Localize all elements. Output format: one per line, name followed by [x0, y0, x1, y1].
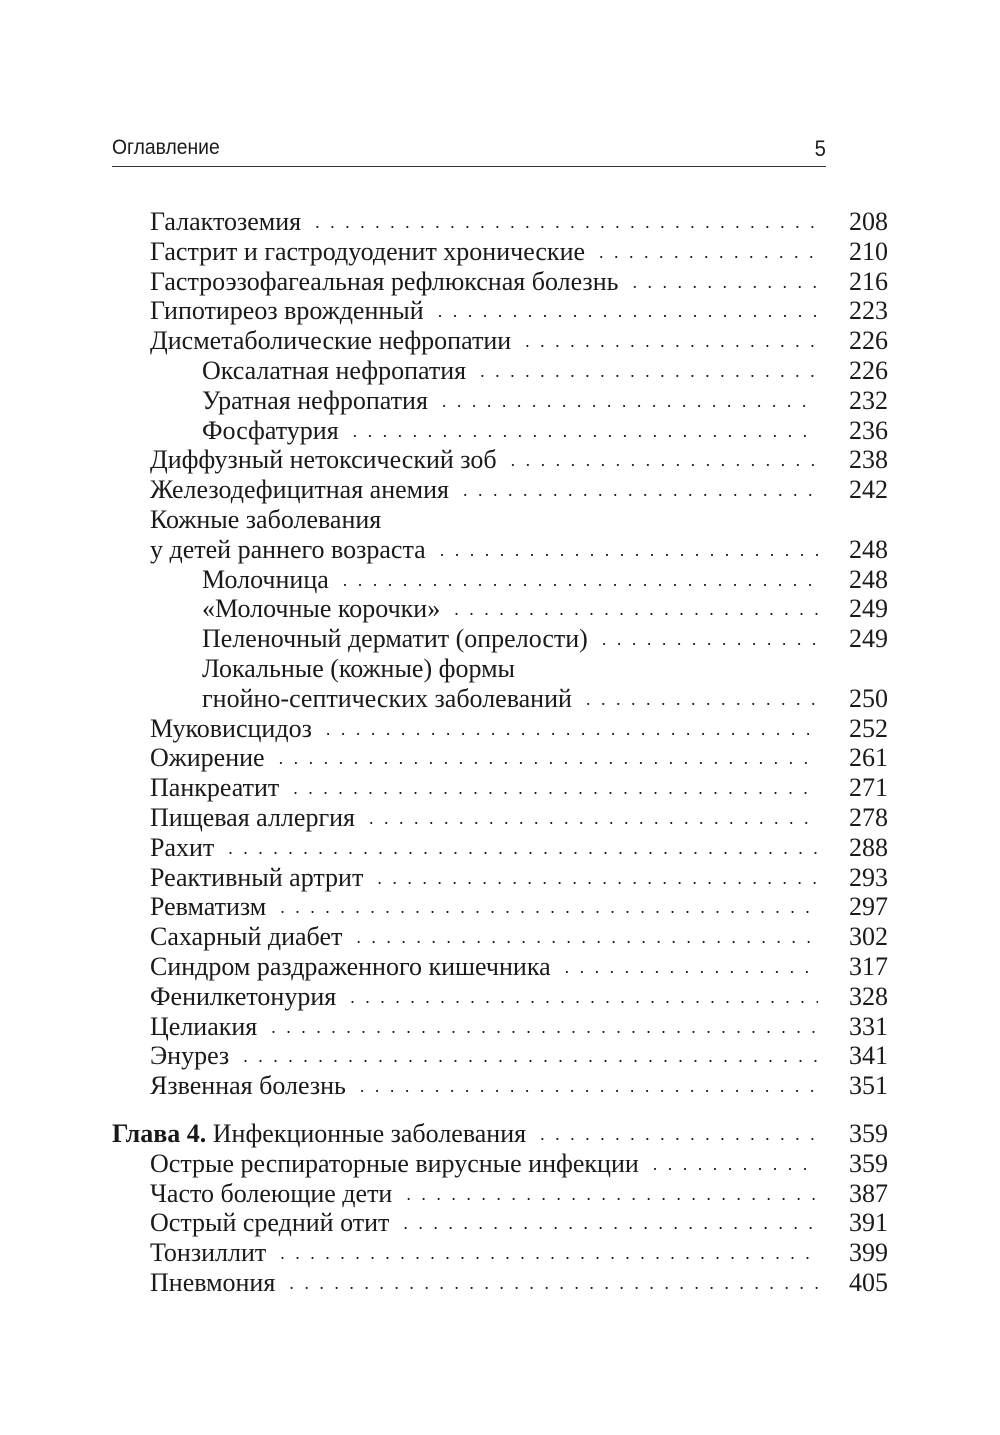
- dot-leader: [279, 741, 818, 774]
- toc-entry-page: 302: [849, 922, 888, 952]
- toc-entry-title: Энурез: [150, 1041, 230, 1071]
- page-number: 5: [814, 136, 826, 161]
- dot-leader: [369, 801, 818, 834]
- toc-subentry[interactable]: [112, 386, 888, 416]
- toc-entry-page: 208: [849, 207, 888, 236]
- toc-entry-page: 387: [849, 1178, 888, 1208]
- dot-leader: [293, 771, 818, 804]
- toc-entry[interactable]: [112, 267, 888, 297]
- toc-entry-title: Уратная нефропатия: [202, 385, 428, 415]
- toc-entry-page: 226: [849, 326, 888, 356]
- toc-entry[interactable]: [112, 714, 888, 744]
- toc-entry-page: 238: [849, 445, 888, 475]
- dot-leader: [440, 533, 818, 566]
- toc-entry-page: 226: [849, 355, 888, 385]
- toc-entry-page: 278: [849, 802, 888, 832]
- toc-entry-title: Язвенная болезнь: [150, 1071, 346, 1101]
- toc-entry[interactable]: [112, 296, 888, 326]
- toc-entry[interactable]: [112, 1149, 888, 1179]
- dot-leader: [632, 265, 818, 298]
- toc-entry[interactable]: [112, 922, 888, 952]
- dot-leader: [280, 1236, 818, 1269]
- toc-entry-page: 236: [849, 415, 888, 445]
- toc-entry-page: 248: [849, 534, 888, 564]
- toc-entry-page: 223: [849, 296, 888, 326]
- toc-entry-title: «Молочные корочки»: [202, 594, 441, 624]
- toc-entry-page: 317: [849, 951, 888, 981]
- chapter-label: Глава 4.: [112, 1118, 207, 1148]
- toc-entry-page: 405: [849, 1267, 888, 1297]
- toc-entry-title: Галактоземия: [150, 207, 302, 236]
- toc-entry-page: 359: [849, 1148, 888, 1178]
- dot-leader: [540, 1117, 818, 1150]
- dot-leader: [586, 682, 818, 715]
- toc-entry-page: 328: [849, 981, 888, 1011]
- dot-leader: [525, 324, 818, 357]
- toc-entry-title: Диффузный нетоксический зоб: [150, 445, 497, 475]
- toc-entry-title: Ревматизм: [150, 892, 267, 922]
- dot-leader: [463, 473, 818, 506]
- toc-subentry-line1[interactable]: [112, 654, 888, 684]
- toc-entry-title: Оксалатная нефропатия: [202, 355, 467, 385]
- toc-entry-page: 288: [849, 832, 888, 862]
- dot-leader: [353, 414, 818, 447]
- dot-leader: [280, 890, 818, 923]
- toc-entry[interactable]: [112, 535, 888, 565]
- toc-entry-title: у детей раннего возраста: [150, 534, 426, 564]
- toc-entry-page: 252: [849, 713, 888, 743]
- toc-entry-page: 271: [849, 773, 888, 803]
- toc-entry-page: 249: [849, 594, 888, 624]
- toc-entry-page: 293: [849, 862, 888, 892]
- toc-entry[interactable]: [112, 1012, 888, 1042]
- dot-leader: [653, 1147, 818, 1180]
- toc-entry-page: 359: [849, 1118, 888, 1148]
- toc-entry[interactable]: [112, 863, 888, 893]
- dot-leader: [326, 712, 818, 745]
- toc-chapter-4[interactable]: [112, 1119, 888, 1149]
- toc-entry-title: Тонзиллит: [150, 1238, 267, 1268]
- toc-entry[interactable]: [112, 982, 888, 1012]
- toc-entry[interactable]: [112, 743, 888, 773]
- toc-entry[interactable]: [112, 475, 888, 505]
- toc-entry[interactable]: [112, 1071, 888, 1101]
- toc-entry-page: 216: [849, 266, 888, 296]
- section-title: Оглавление: [112, 136, 220, 159]
- toc-entry[interactable]: [112, 1238, 888, 1268]
- toc-entry[interactable]: [112, 1041, 888, 1071]
- toc-entry[interactable]: [112, 892, 888, 922]
- toc-entry-title: Гастрит и гастродуоденит хронические: [150, 236, 586, 266]
- table-of-contents: [112, 207, 888, 1298]
- dot-leader: [511, 443, 818, 476]
- toc-subentry[interactable]: [112, 624, 888, 654]
- toc-entry-title: Железодефицитная анемия: [150, 475, 449, 505]
- chapter-heading: [112, 1119, 526, 1149]
- dot-leader: [350, 980, 818, 1013]
- chapter-title: Инфекционные заболевания: [212, 1118, 527, 1148]
- toc-entry-title: Острый средний отит: [150, 1208, 390, 1238]
- toc-entry-title: Ожирение: [150, 743, 265, 773]
- toc-entry-page: 250: [849, 683, 888, 713]
- toc-entry-page: 391: [849, 1208, 888, 1238]
- toc-entry-page: 399: [849, 1238, 888, 1268]
- dot-leader: [356, 920, 818, 953]
- toc-entry[interactable]: [112, 1208, 888, 1238]
- dot-leader: [360, 1069, 818, 1102]
- dot-leader: [289, 1266, 818, 1299]
- toc-subentry[interactable]: [112, 684, 888, 714]
- running-header: [112, 136, 826, 167]
- dot-leader: [315, 205, 818, 238]
- toc-entry-title: Дисметаболические нефропатии: [150, 326, 512, 356]
- toc-entry-page: 351: [849, 1071, 888, 1101]
- toc-entry-title: Молочница: [202, 564, 329, 594]
- toc-entry-line1[interactable]: [112, 505, 888, 535]
- toc-entry-title: Панкреатит: [150, 773, 280, 803]
- dot-leader: [480, 354, 818, 387]
- toc-entry-title: Сахарный диабет: [150, 922, 343, 952]
- toc-entry-page: 331: [849, 1011, 888, 1041]
- toc-entry-title: Гастроэзофагеальная рефлюксная болезнь: [150, 266, 619, 296]
- toc-entry[interactable]: [112, 237, 888, 267]
- dot-leader: [271, 1010, 818, 1043]
- toc-subentry[interactable]: [112, 356, 888, 386]
- toc-entry[interactable]: [112, 326, 888, 356]
- toc-entry-title: Муковисцидоз: [150, 713, 312, 743]
- toc-entry-title: Кожные заболевания: [150, 504, 382, 534]
- toc-entry-page: 248: [849, 564, 888, 594]
- dot-leader: [403, 1206, 818, 1239]
- toc-entry[interactable]: [112, 207, 888, 237]
- toc-entry-title: Гипотиреоз врожденный: [150, 296, 424, 326]
- toc-entry-title: гнойно-септических заболеваний: [202, 683, 572, 713]
- toc-subentry[interactable]: [112, 594, 888, 624]
- dot-leader: [599, 235, 818, 268]
- dot-leader: [343, 563, 818, 596]
- toc-entry-page: 249: [849, 624, 888, 654]
- toc-entry[interactable]: [112, 833, 888, 863]
- toc-entry-page: 242: [849, 475, 888, 505]
- dot-leader: [377, 861, 818, 894]
- toc-entry-title: Пневмония: [150, 1267, 276, 1297]
- toc-entry[interactable]: [112, 952, 888, 982]
- dot-leader: [454, 592, 818, 625]
- toc-entry-page: 232: [849, 385, 888, 415]
- toc-entry-page: 297: [849, 892, 888, 922]
- toc-entry[interactable]: [112, 803, 888, 833]
- dot-leader: [438, 294, 818, 327]
- toc-entry-title: Острые респираторные вирусные инфекции: [150, 1148, 639, 1178]
- toc-entry-page: 210: [849, 236, 888, 266]
- dot-leader: [602, 622, 818, 655]
- toc-entry-title: Целиакия: [150, 1011, 258, 1041]
- dot-leader: [243, 1039, 818, 1072]
- dot-leader: [565, 950, 818, 983]
- toc-entry[interactable]: [112, 1179, 888, 1209]
- toc-entry-page: 261: [849, 743, 888, 773]
- dot-leader: [442, 384, 818, 417]
- toc-entry[interactable]: [112, 1268, 888, 1298]
- toc-entry-page: 341: [849, 1041, 888, 1071]
- toc-subentry[interactable]: [112, 565, 888, 595]
- toc-entry-title: Реактивный артрит: [150, 862, 364, 892]
- toc-subentry[interactable]: [112, 416, 888, 446]
- toc-entry-title: Пищевая аллергия: [150, 802, 355, 832]
- toc-entry-title: Часто болеющие дети: [150, 1178, 393, 1208]
- toc-entry-title: Пеленочный дерматит (опрелости): [202, 624, 588, 654]
- dot-leader: [228, 831, 818, 864]
- toc-entry-title: Рахит: [150, 832, 215, 862]
- toc-entry-title: Синдром раздраженного кишечника: [150, 951, 551, 981]
- toc-entry-title: Фенилкетонурия: [150, 981, 337, 1011]
- toc-entry-title: Локальные (кожные) формы: [202, 653, 515, 683]
- dot-leader: [406, 1177, 818, 1210]
- toc-entry[interactable]: [112, 773, 888, 803]
- toc-entry[interactable]: [112, 445, 888, 475]
- toc-entry-title: Фосфатурия: [202, 415, 339, 445]
